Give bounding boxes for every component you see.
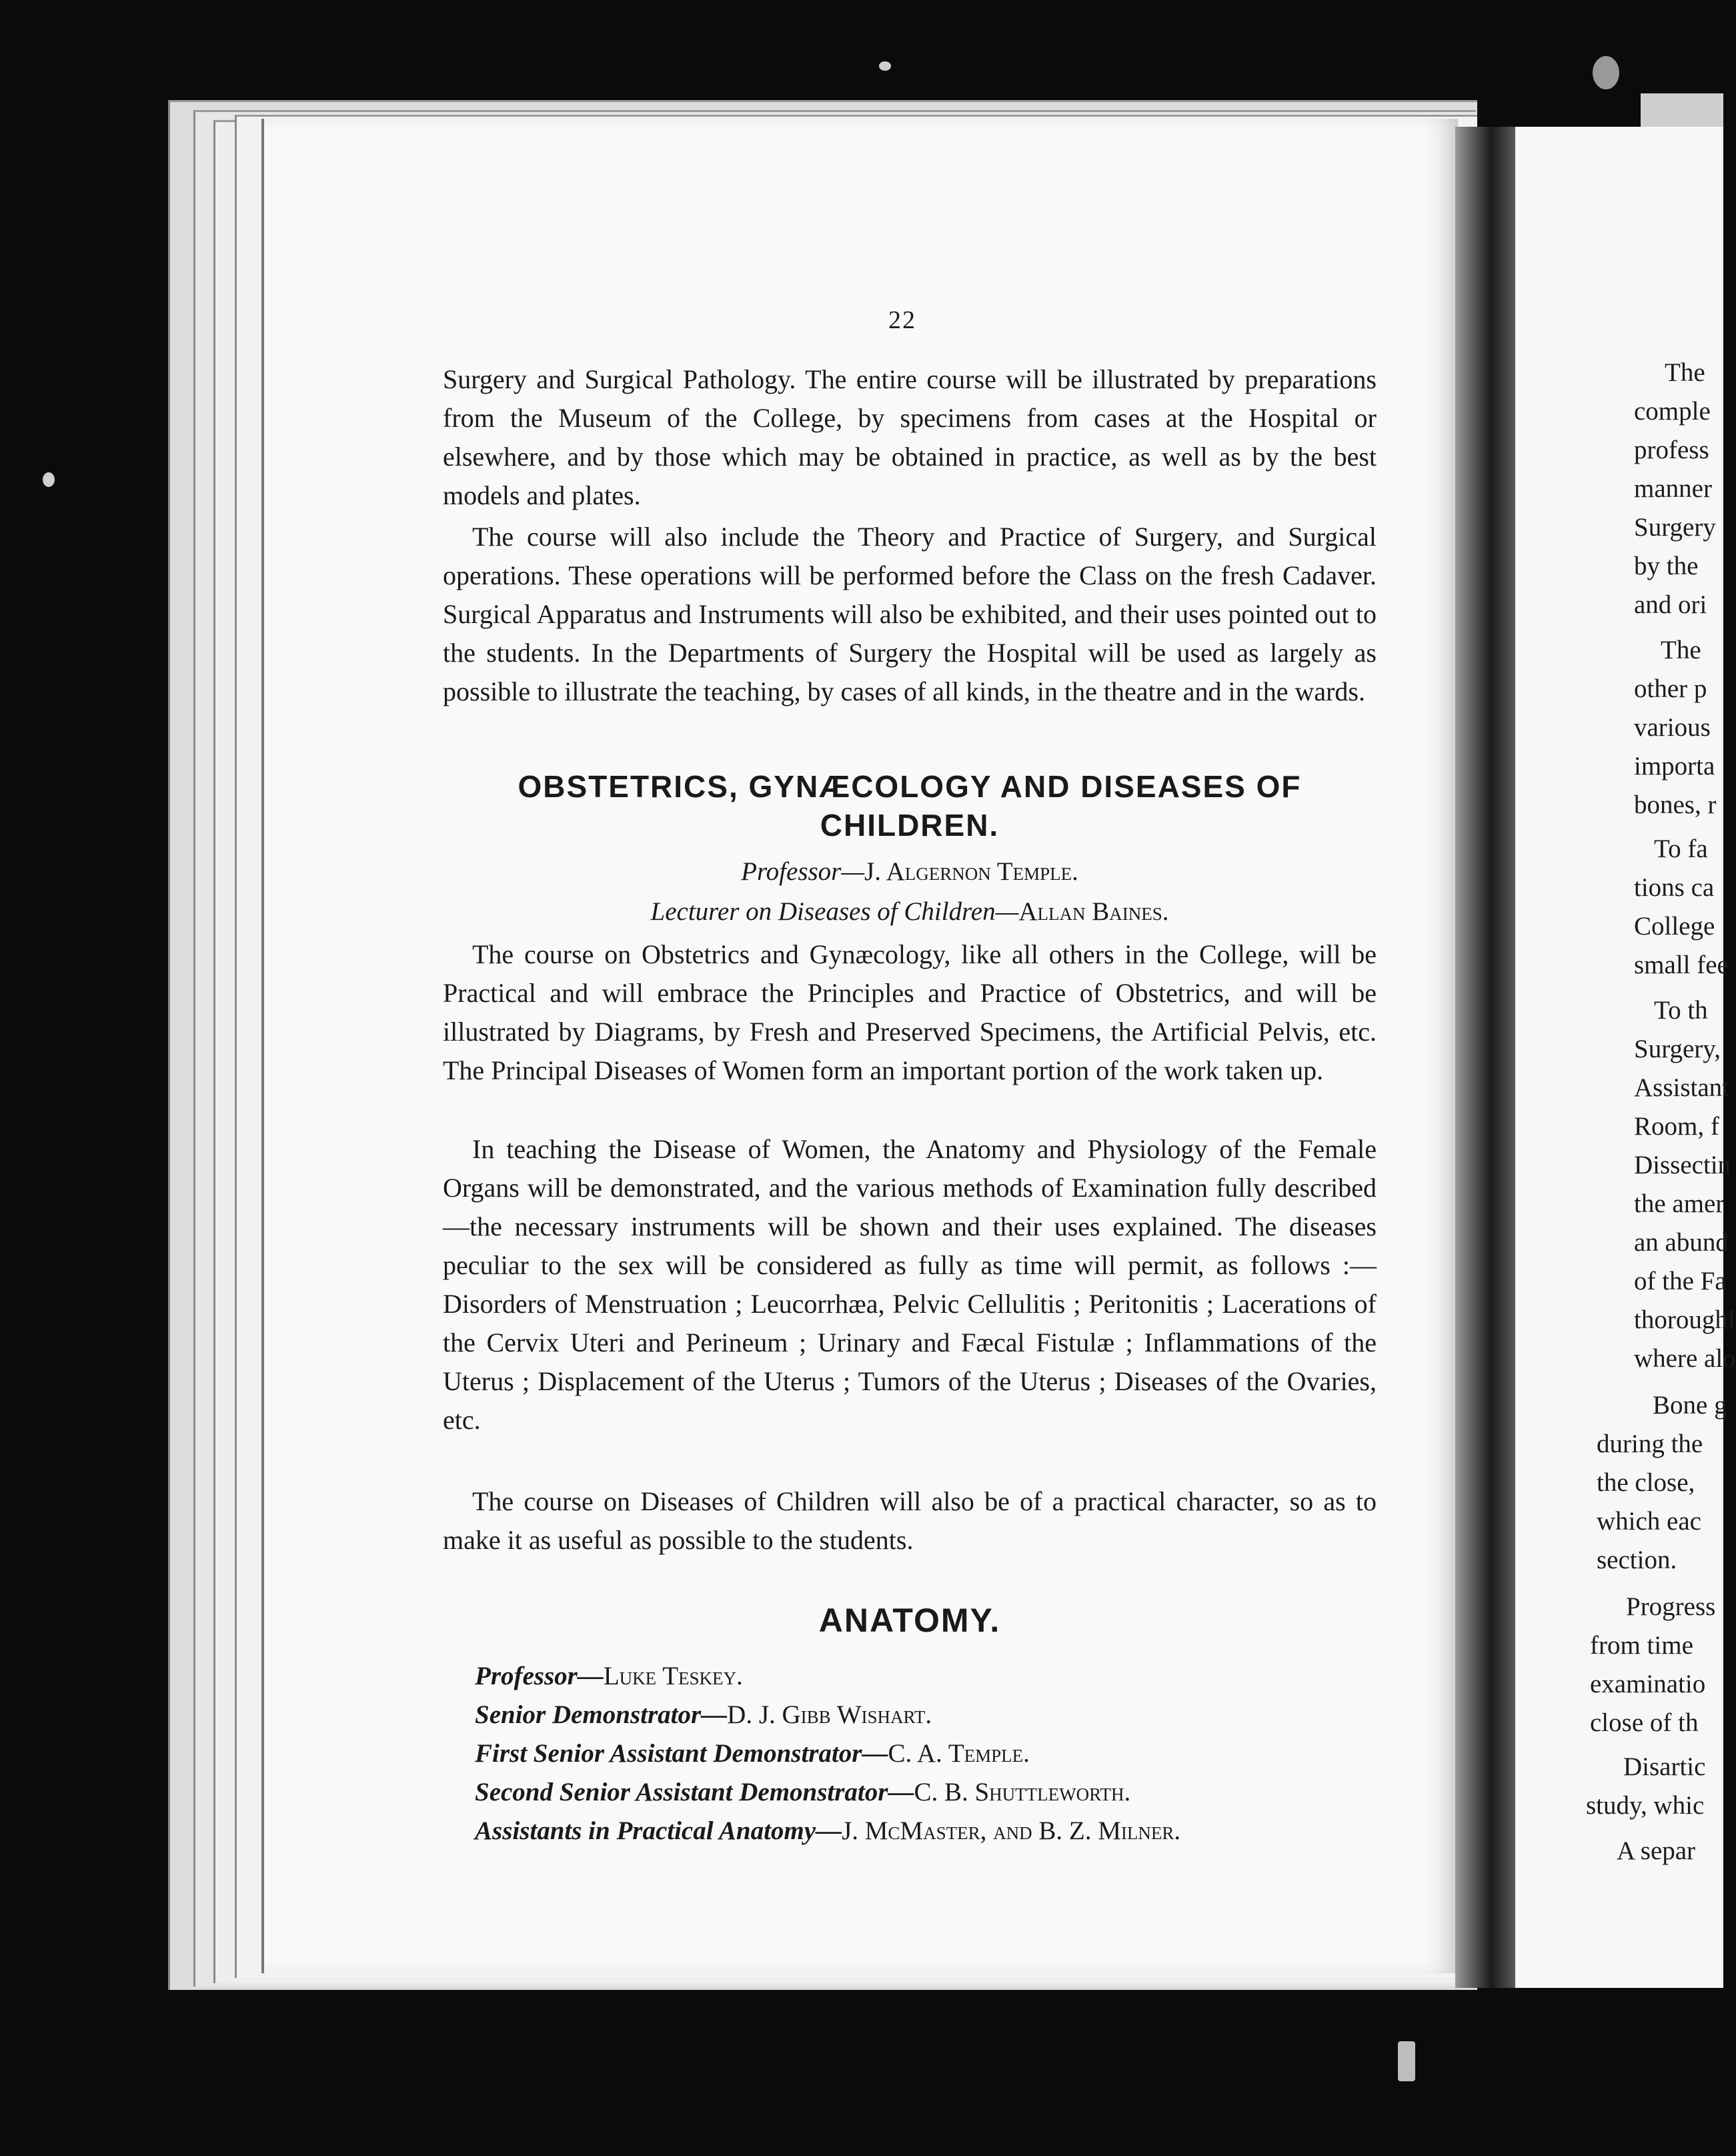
right-page-fragment: A separ [1617,1836,1696,1865]
page-number: 22 [888,306,916,334]
right-page-fragment: thoroughl [1634,1305,1735,1334]
staff-name: C. B. Shuttleworth. [914,1778,1131,1806]
staff-line [475,1734,1382,1773]
right-page-fragment: tions ca [1634,873,1715,902]
lecturer-role: Lecturer on Diseases of Children— [650,897,1019,926]
right-page-fragment: of the Fa [1634,1267,1727,1295]
right-page-fragment: Bone g [1653,1391,1727,1420]
right-page-fragment: by the [1634,552,1699,580]
right-page-fragment: an abund [1634,1228,1729,1257]
staff-role: Assistants in Practical Anatomy— [475,1816,842,1845]
staff-name: Luke Teskey. [603,1662,743,1690]
right-page-fragment: which eac [1597,1507,1701,1536]
staff-name: D. J. Gibb Wishart. [727,1700,932,1729]
professor-role: Professor— [741,857,865,886]
scan-speck [879,61,891,71]
lecturer-name: Allan Baines. [1018,897,1169,926]
paragraph-obstetrics-3: The course on Diseases of Children will also be of a practical character, so as to make it as useful as possible to the students. [443,1486,1377,1555]
right-page-fragment: and ori [1634,590,1707,619]
scan-speck [1593,56,1619,89]
staff-name: C. A. Temple. [888,1739,1030,1768]
right-page-fragment: small fee [1634,951,1729,979]
right-page-fragment: study, whic [1586,1791,1705,1820]
staff-line [475,1812,1382,1850]
staff-role: Professor— [475,1662,604,1690]
right-page-fragment: College [1634,912,1715,941]
right-page-fragment: Disartic [1623,1752,1706,1781]
staff-line [475,1696,1382,1734]
lecturer-credit [443,894,1377,930]
right-page-fragment: comple [1634,397,1711,426]
right-page-fragment: close of th [1590,1708,1699,1737]
right-page-fragment: importa [1634,752,1715,780]
right-page-fragment: profess [1634,436,1709,464]
section-heading-obstetrics: OBSTETRICS, GYNÆCOLOGY AND DISEASES OF [518,769,1302,804]
right-page-fragment: Dissectin [1634,1151,1731,1179]
paragraph-surgery-1: Surgery and Surgical Pathology. The entire course will be illustrated by preparations from the Museum of the College, by specimens from cases at the Hospital or elsewhere, and by those which may be obtained in practice, as well as by the best models and plates. [443,364,1377,510]
professor-name: J. Algernon Temple. [864,857,1078,886]
paragraph-surgery-2: The course will also include the Theory and Practice of Surgery, and Surgical operations. These operations will be performed before the Class on the fresh Cadaver. Surgical Apparatus and Instruments will also be exhibited, and their uses pointed out to the students. In the Departments of Surgery the Hospital will be used as largely as possible to illustrate the teaching, by cases of all kinds, in the theatre and in the wards. [443,522,1377,706]
right-page-fragment: examinatio [1590,1670,1706,1698]
right-page-fragment: To fa [1654,835,1708,863]
right-page-fragment: To th [1654,996,1708,1025]
right-page-fragment: various [1634,713,1711,742]
right-page-fragment: other p [1634,674,1707,703]
book-gutter [1455,127,1515,1988]
right-page-fragment: from time [1590,1631,1693,1660]
scan-speck [1398,2041,1415,2081]
right-page-fragment: the amer [1634,1189,1725,1218]
right-page-fragment: The [1661,636,1701,664]
right-page-fragment: section. [1597,1546,1677,1574]
right-page-fragment: The [1665,358,1705,387]
right-page-fragment: Progress [1626,1592,1716,1621]
staff-name: J. McMaster, and B. Z. Milner. [842,1816,1181,1845]
staff-role: First Senior Assistant Demonstrator— [475,1739,888,1768]
section-heading-anatomy: ANATOMY. [818,1602,1001,1639]
right-page-fragment: Surgery [1634,513,1716,542]
right-page-fragment: Assistant [1634,1073,1730,1102]
section-heading-obstetrics-line2: CHILDREN. [820,808,1000,843]
right-page-fragment: Room, f [1634,1112,1719,1141]
right-page-fragment: Surgery, [1634,1035,1721,1063]
right-page-fragment: the close, [1597,1468,1695,1497]
paragraph-obstetrics-2: In teaching the Disease of Women, the Anatomy and Physiology of the Female Organs will be demonstrated, and the various methods of Examination fully described—the necessary instruments will be shown and their uses explained. The diseases peculiar to the sex will be considered as fully as time will permit, as follows :—Disorders of Menstruation ; Leucorrhæa, Pelvic Cellulitis ; Peritonitis ; Lacerations of the Cervix Uteri and Perineum ; Urinary and Fæcal Fistulæ ; Inflammations of the Uterus ; Displacement of the Uterus ; Tumors of the Uterus ; Diseases of the Ovaries, etc. [443,1134,1377,1435]
staff-role: Senior Demonstrator— [475,1700,728,1729]
staff-line [475,1657,1382,1696]
professor-credit [443,854,1377,890]
right-page-fragment: manner [1634,474,1712,503]
right-page-fragment: during the [1597,1430,1703,1458]
staff-line [475,1773,1382,1812]
right-page-fragment: where alo [1634,1344,1736,1373]
staff-role: Second Senior Assistant Demonstrator— [475,1778,914,1806]
right-page-fragment: bones, r [1634,790,1717,819]
scan-speck [43,472,55,487]
paragraph-obstetrics-1: The course on Obstetrics and Gynæcology, like all others in the College, will be Practical and will embrace the Principles and Practice of Obstetrics, and will be illustrated by Diagrams, by Fresh and Preserved Specimens, the Artificial Pelvis, etc. The Principal Diseases of Women form an important portion of the work taken up. [443,939,1377,1085]
